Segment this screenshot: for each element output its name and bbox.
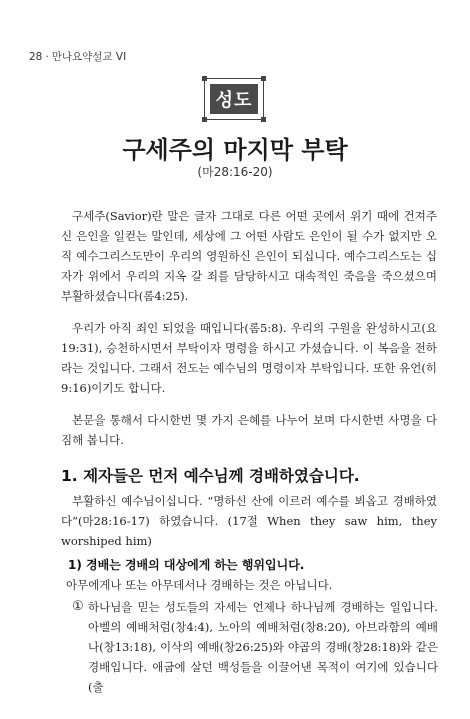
item-number: ① (72, 599, 84, 614)
sermon-title: 구세주의 마지막 부탁 (122, 136, 348, 164)
book-title: 만나요약설교 VI (51, 51, 127, 63)
badge-corner (261, 117, 266, 122)
badge-label: 성도 (210, 84, 258, 114)
badge-corner (261, 76, 266, 81)
badge-frame (204, 78, 264, 120)
badge-corner (202, 76, 207, 81)
page-number: 28 (29, 51, 43, 63)
body-paragraph-2: 우리가 아직 죄인 되었을 때입니다(롬5:8). 우리의 구원을 완성하시고(요19:31), 승천하시면서 부탁이자 명령을 하시고 가셨습니다. 이 복음을 전하라는 것입니다. 그래서 전도는 예수님의 명령이자 부탁입니다. 또한 유언(히9:16)이기도 합니다. (61, 321, 437, 395)
body-paragraph-1: 구세주(Savior)란 말은 글자 그대로 다른 어떤 곳에서 위기 때에 건져주신 은인을 일컫는 말인데, 세상에 그 어떤 사람도 은인이 될 수가 없지만 오직 예수그리스도만이 우리의 영원하신 은인이 되십니다. 예수그리스도는 십자가 위에서 우리의 지옥 갈 죄를 담당하시고 대속적인 죽음을 죽으셨으며 부활하셨습니다(롬4:25). (61, 209, 437, 303)
scripture-reference: (마28:16-20) (197, 165, 273, 179)
item-text: 하나님을 믿는 성도들의 자세는 언제나 하나님께 경배하는 일입니다. 아벨의 예배처럼(창4:4), 노아의 예배처럼(창8:20), 아브라함의 예배나(창13:18), 이삭의 예배(창26:25)와 야곱의 경배(창28:18)와 같은 경배입니다. 애굽에 살던 백성들을 이끌어낸 목적이 여기에 있습니다(출 (88, 600, 438, 694)
header-separator: · (45, 51, 49, 63)
subsection-text: 아무에게나 또는 아무데서나 경배하는 것은 아닙니다. (66, 578, 333, 592)
section-paragraph: 부활하신 예수님이십니다. “명하신 산에 이르러 예수를 뵈옵고 경배하였다”(마28:16-17) 하였습니다. (17절 When they saw him, they worshiped him) (61, 494, 437, 548)
badge-corner (202, 117, 207, 122)
subsection-heading: 1) 경배는 경배의 대상에게 하는 행위입니다. (68, 558, 305, 572)
category-badge (204, 78, 264, 120)
section-heading: 1. 제자들은 먼저 예수님께 경배하였습니다. (61, 467, 360, 485)
numbered-item (72, 597, 438, 697)
body-paragraph-3: 본문을 통해서 다시한번 몇 가지 은혜를 나누어 보며 다시한번 사명을 다짐해 봅니다. (61, 413, 437, 447)
running-head (29, 49, 126, 64)
